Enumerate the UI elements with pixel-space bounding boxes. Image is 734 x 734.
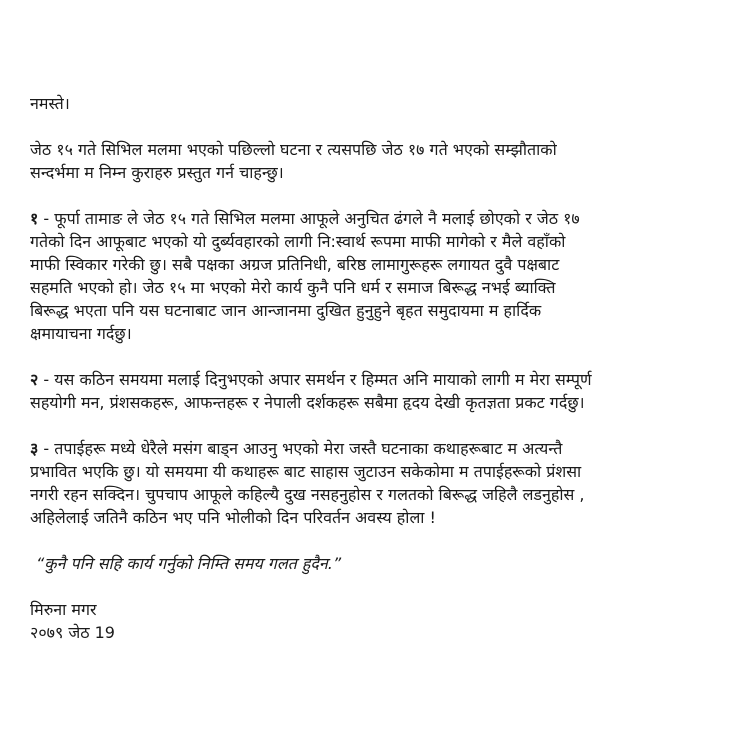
point-number: २: [30, 370, 39, 389]
point-number: १: [30, 209, 39, 228]
point-text: - यस कठिन समयमा मलाई दिनुभएको अपार समर्थन र हिम्मत अनि मायाको लागी म मेरा सम्पूर्ण: [38, 370, 592, 389]
point-2-paragraph: [30, 368, 714, 414]
point-line: नगरी रहन सक्दिन। चुपचाप आफूले कहिल्यै दुख नसहनुहोस र गलतको बिरूद्ध जहिलै लडनुहोस ,: [30, 485, 585, 504]
greeting: नमस्ते।: [30, 94, 70, 113]
point-text: - फूर्पा तामाङ ले जेठ १५ गते सिभिल मलमा आफूले अनुचित ढंगले नै मलाई छोएको र जेठ १७: [38, 209, 580, 228]
point-line: बिरूद्ध भएता पनि यस घटनाबाट जान आन्जानमा दुखित हुनुहुने बृहत समुदायमा म हार्दिक: [30, 301, 542, 320]
intro-line: सन्दर्भमा म निम्न कुराहरु प्रस्तुत गर्न चाहन्छु।: [30, 163, 284, 182]
point-line: सहमति भएको हो। जेठ १५ मा भएको मेरो कार्य कुनै पनि धर्म र समाज बिरूद्ध नभई ब्याक्ति: [30, 278, 556, 297]
point-line: [30, 207, 714, 230]
point-line: अहिलेलाई जतिनै कठिन भए पनि भोलीको दिन परिवर्तन अवस्य होला !: [30, 508, 436, 527]
point-line: [30, 437, 714, 460]
point-3-paragraph: [30, 437, 714, 529]
point-line: सहयोगी मन, प्रंशसकहरू, आफन्तहरू र नेपाली दर्शकहरू सबैमा हृदय देखी कृतज्ञता प्रकट गर्दछु।: [30, 393, 585, 412]
point-number: ३: [30, 439, 39, 458]
signature-name: मिरुना मगर: [30, 600, 97, 619]
point-line: [30, 368, 714, 391]
intro-line: जेठ १५ गते सिभिल मलमा भएको पछिल्लो घटना र त्यसपछि जेठ १७ गते भएको सम्झौताको: [30, 140, 557, 159]
point-line: प्रभावित भएकि छु। यो समयमा यी कथाहरू बाट साहास जुटाउन सकेकोमा म तपाईहरूको प्रंशसा: [30, 462, 582, 481]
point-1-paragraph: [30, 207, 714, 345]
signature-block: [30, 598, 714, 644]
signature-date: २०७९ जेठ 19: [30, 623, 115, 642]
closing-quote: “कुनै पनि सहि कार्य गर्नुको निम्ति समय गलत हुदैन.”: [36, 554, 342, 573]
point-text: - तपाईहरू मध्ये धेरैले मसंग बाड्न आउनु भएको मेरा जस्तै घटनाका कथाहरूबाट म अत्यन्तै: [38, 439, 563, 458]
point-line: गतेको दिन आफूबाट भएको यो दुर्ब्यवहारको लागी नि:स्वार्थ रूपमा माफी मागेको र मैले वहाँको: [30, 232, 566, 251]
point-line: क्षमायाचना गर्दछु।: [30, 324, 132, 343]
point-line: माफी स्विकार गरेकी छु। सबै पक्षका अग्रज प्रतिनिधी, बरिष्ठ लामागुरूहरू लगायत दुवै पक्षबाट: [30, 255, 560, 274]
intro-paragraph: [30, 138, 714, 184]
